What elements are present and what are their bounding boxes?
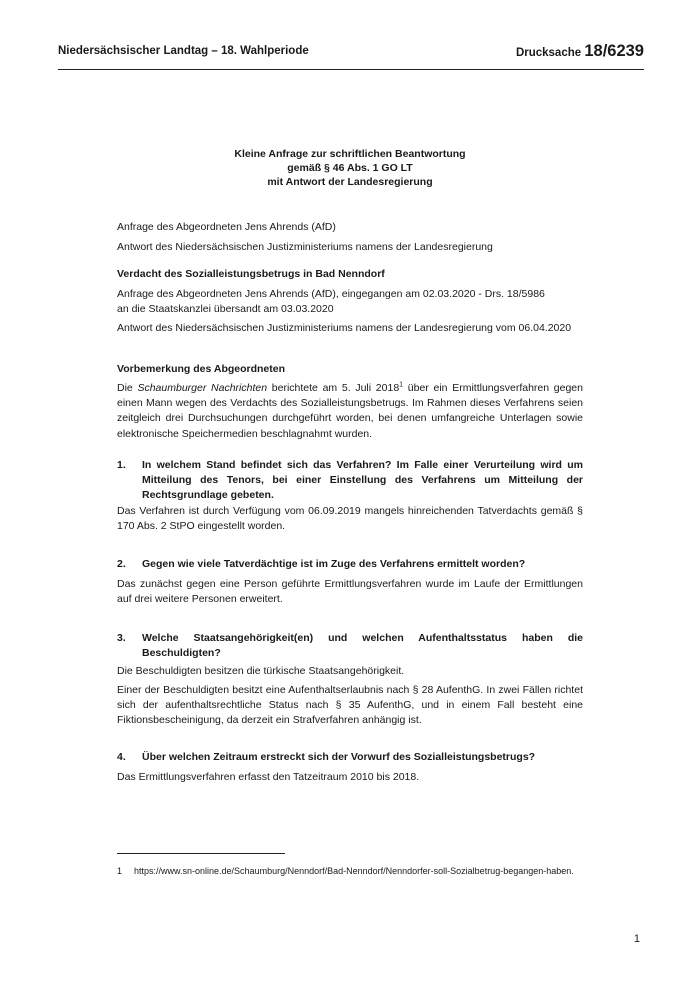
question-1 bbox=[117, 458, 583, 504]
question-text: Gegen wie viele Tatverdächtige ist im Zuge des Verfahrens ermittelt worden? bbox=[142, 558, 526, 570]
footnote-divider bbox=[117, 853, 285, 854]
footnote-link[interactable]: https://www.sn-online.de/Schaumburg/Nenndorf/Bad-Nenndorf/Nenndorfer-soll-Sozialbetrug-begangen-haben. bbox=[134, 866, 574, 876]
title-line: gemäß § 46 Abs. 1 GO LT bbox=[287, 162, 413, 174]
header-parliament: Niedersächsischer Landtag – 18. Wahlperiode bbox=[58, 45, 309, 57]
drucksache-label: Drucksache bbox=[515, 47, 585, 59]
subject-heading: Verdacht des Sozialleistungsbetrugs in Bad Nenndorf bbox=[117, 268, 385, 280]
footnote bbox=[117, 865, 583, 877]
footnote-mark: 1 bbox=[117, 866, 123, 876]
answer-3b: Einer der Beschuldigten besitzt eine Aufenthaltserlaubnis nach § 28 AufenthG. In zwei Fällen richtet sich der aufenthaltsrechtliche Status nach § 35 AufenthG, und in einem Fall besteht eine Fiktionsbescheinigung, da derzeit ein Strafverfahren anhängig ist. bbox=[117, 684, 583, 727]
answer-1: Das Verfahren ist durch Verfügung vom 06.09.2019 mangels hinreichenden Tatverdachts gemäß § 170 Abs. 2 StPO eingestellt worden. bbox=[117, 505, 583, 533]
page-number: 1 bbox=[633, 933, 640, 945]
question-4 bbox=[117, 750, 583, 765]
answer-3a: Die Beschuldigten besitzen die türkische Staatsangehörigkeit. bbox=[117, 665, 405, 677]
intro-antwort: Antwort des Niedersächsischen Justizministeriums namens der Landesregierung bbox=[117, 241, 493, 253]
header-drucksache bbox=[516, 42, 644, 61]
question-number: 2. bbox=[117, 558, 126, 570]
question-3 bbox=[117, 631, 583, 661]
title-line: mit Antwort der Landesregierung bbox=[267, 176, 433, 188]
answer-2: Das zunächst gegen eine Person geführte Ermittlungsverfahren wurde im Laufe der Ermittlungen auf drei weitere Personen erweitert. bbox=[117, 578, 583, 606]
question-text: In welchem Stand befindet sich das Verfahren? Im Falle einer Verurteilung wird um Mitteilung des Tenors, bei einer Einstellung des Verfahrens um Mitteilung der Rechtsgrundlage gebeten. bbox=[142, 459, 583, 502]
meta-answer-date: Antwort des Niedersächsischen Justizministeriums namens der Landesregierung vom 06.04.2020 bbox=[117, 322, 572, 334]
vorbemerkung-text: Die Schaumburger Nachrichten berichtete am 5. Juli 2018$^1$ über ein Ermittlungsverfahren gegen einen Mann wegen des Verdachts des Sozialleistungsbetrugs. Im Rahmen dieses Verfahrens seien zeitgleich drei Durchsuchungen durchgeführt worden, bei denen umfangreiche Unterlagen sowie elektronische Speichermedien beschlagnahmt wurden. bbox=[117, 381, 583, 440]
meta-line: an die Staatskanzlei übersandt am 03.03.2020 bbox=[117, 303, 334, 316]
question-number: 3. bbox=[117, 632, 126, 644]
header-divider bbox=[58, 69, 644, 70]
question-number: 1. bbox=[117, 459, 126, 471]
answer-4: Das Ermittlungsverfahren erfasst den Tatzeitraum 2010 bis 2018. bbox=[117, 771, 420, 783]
question-text: Über welchen Zeitraum erstreckt sich der Vorwurf des Sozialleistungsbetrugs? bbox=[142, 751, 536, 763]
document-title bbox=[0, 147, 700, 189]
vorbemerkung-heading: Vorbemerkung des Abgeordneten bbox=[117, 363, 286, 375]
drucksache-number: 18/6239 bbox=[584, 42, 644, 60]
question-number: 4. bbox=[117, 751, 126, 763]
intro-anfrage: Anfrage des Abgeordneten Jens Ahrends (AfD) bbox=[117, 221, 336, 233]
question-2 bbox=[117, 557, 583, 572]
footnote-reference: 1 bbox=[399, 381, 404, 389]
title-line: Kleine Anfrage zur schriftlichen Beantwortung bbox=[234, 148, 466, 160]
question-text: Welche Staatsangehörigkeit(en) und welchen Aufenthaltsstatus haben die Beschuldigten? bbox=[142, 632, 583, 660]
meta-line: Anfrage des Abgeordneten Jens Ahrends (AfD), eingegangen am 02.03.2020 - Drs. 18/5986 bbox=[117, 288, 545, 300]
meta-received bbox=[117, 287, 583, 317]
newspaper-name: Schaumburger Nachrichten bbox=[137, 382, 268, 394]
